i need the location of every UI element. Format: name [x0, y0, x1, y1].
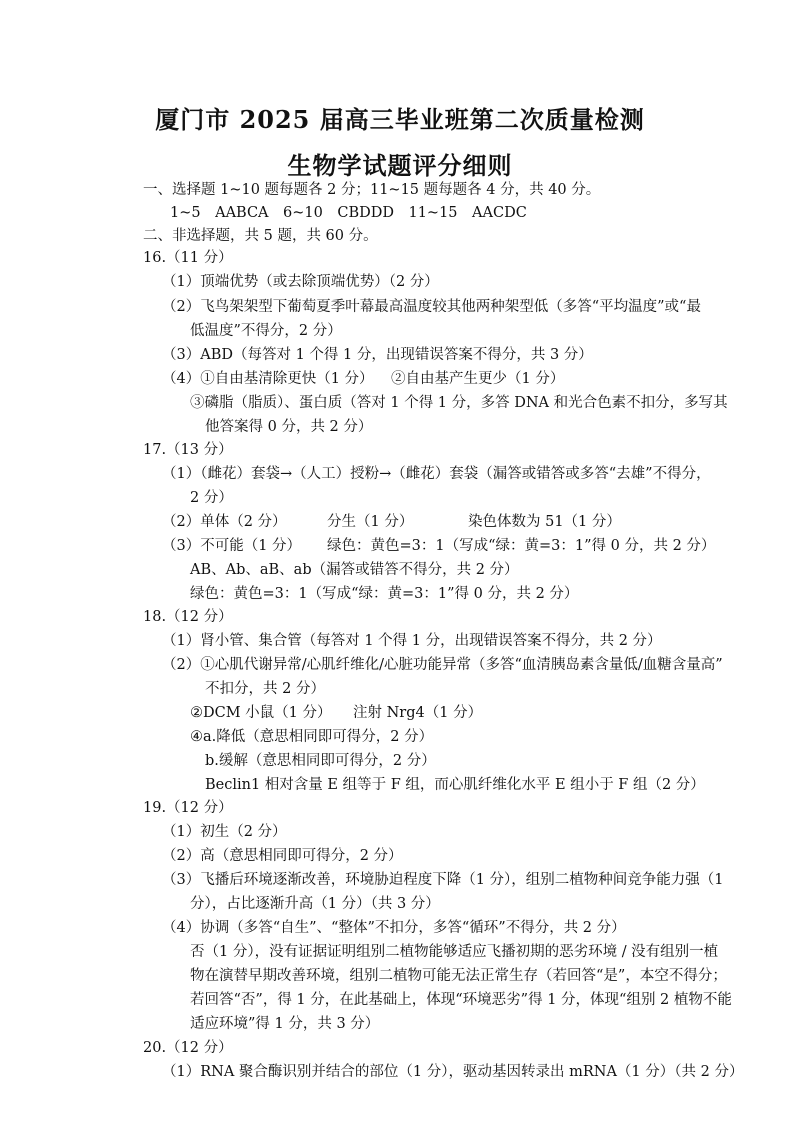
q19-part4-line1: （4）协调（多答“自生”、“整体”不扣分，多答“循环”不得分，共 2 分） [162, 920, 626, 936]
q17-part2-b: 分生（1 分） [327, 514, 414, 530]
q18-part1: （1）肾小管、集合管（每答对 1 个得 1 分，出现错误答案不得分，共 2 分） [162, 633, 662, 649]
q19-part4-line3: 物在演替早期改善环境，组别二植物可能无法正常生存（若回答“是”，本空不得分； [190, 968, 727, 984]
q19-part4-line5: 适应环境”得 1 分，共 3 分） [190, 1016, 380, 1032]
q16-part4-c-line2: 他答案得 0 分，共 2 分） [205, 419, 373, 435]
q19-heading: 19.（12 分） [143, 800, 233, 816]
q16-part3: （3）ABD（每答对 1 个得 1 分，出现错误答案不得分，共 3 分） [162, 347, 593, 363]
q19-part3-line1: （3）飞播后环境逐渐改善，环境胁迫程度下降（1 分），组别二植物种间竞争能力强（1 [162, 872, 724, 888]
q17-part3-d: 绿色：黄色=3：1（写成“绿：黄=3：1”得 0 分，共 2 分） [190, 586, 579, 602]
document-subtitle: 生物学试题评分细则 [287, 151, 513, 180]
q18-part2-dcm: ②DCM 小鼠（1 分） [190, 705, 332, 721]
q19-part2: （2）高（意思相同即可得分，2 分） [162, 848, 403, 864]
q16-part2-line1: （2）飞鸟架架型下葡萄夏季叶幕最高温度较其他两种架型低（多答“平均温度”或“最 [162, 299, 701, 315]
document-title: 厦门市 2025 届高三毕业班第二次质量检测 [155, 105, 645, 134]
q18-part2-b: b.缓解（意思相同即可得分，2 分） [205, 753, 436, 769]
q18-part2-a: ④a.降低（意思相同即可得分，2 分） [190, 729, 434, 745]
q20-heading: 20.（12 分） [143, 1040, 233, 1056]
q16-part1: （1）顶端优势（或去除顶端优势）（2 分） [162, 274, 439, 290]
q18-heading: 18.（12 分） [143, 609, 233, 625]
q19-part4-line2: 否（1 分），没有证据证明组别二植物能够适应飞播初期的恶劣环境 / 没有组别一植 [190, 944, 719, 960]
q16-part4-a: （4）①自由基清除更快（1 分） [162, 371, 374, 387]
section1-heading: 一、选择题 1~10 题每题各 2 分；11~15 题每题各 4 分，共 40 分。 [143, 182, 601, 198]
q16-heading: 16.（11 分） [143, 250, 233, 266]
q16-part2-line2: 低温度”不得分，2 分） [190, 323, 342, 339]
q17-part3-a: （3）不可能（1 分） [162, 538, 302, 554]
q17-part2-a: （2）单体（2 分） [162, 514, 287, 530]
q17-part1-line2: 2 分） [190, 490, 233, 506]
q19-part3-line2: 分），占比逐渐升高（1 分）（共 3 分） [190, 896, 440, 912]
q19-part4-line4: 若回答“否”，得 1 分，在此基础上，体现“环境恶劣”得 1 分，体现“组别 2 植物不能 [190, 992, 732, 1008]
q17-part2-c: 染色体数为 51（1 分） [468, 514, 621, 530]
section1-answers: 1~5 AABCA 6~10 CBDDD 11~15 AACDC [170, 205, 527, 221]
q16-part4-b: ②自由基产生更少（1 分） [391, 371, 565, 387]
q17-part3-c: AB、Ab、aB、ab（漏答或错答不得分，共 2 分） [190, 562, 519, 578]
q17-heading: 17.（13 分） [143, 442, 233, 458]
q18-part2-line1: （2）①心肌代谢异常/心肌纤维化/心脏功能异常（多答“血清胰岛素含量低/血糖含量高” [162, 657, 723, 673]
q20-part1: （1）RNA 聚合酶识别并结合的部位（1 分），驱动基因转录出 mRNA（1 分）（共 2 分） [162, 1064, 744, 1080]
q19-part1: （1）初生（2 分） [162, 824, 287, 840]
q18-part2-line2: 不扣分，共 2 分） [205, 681, 325, 697]
section2-heading: 二、非选择题，共 5 题，共 60 分。 [143, 228, 378, 244]
q18-part2-nrg4: 注射 Nrg4（1 分） [353, 705, 483, 721]
q17-part1-line1: （1）（雌花）套袋→（人工）授粉→（雌花）套袋（漏答或错答或多答“去雄”不得分， [162, 466, 711, 482]
q18-part2-beclin: Beclin1 相对含量 E 组等于 F 组，而心肌纤维化水平 E 组小于 F 组（2 分） [205, 777, 705, 793]
q16-part4-c-line1: ③磷脂（脂质）、蛋白质（答对 1 个得 1 分，多答 DNA 和光合色素不扣分，多写其 [190, 395, 728, 411]
q17-part3-b: 绿色：黄色=3：1（写成“绿：黄=3：1”得 0 分，共 2 分） [327, 538, 716, 554]
